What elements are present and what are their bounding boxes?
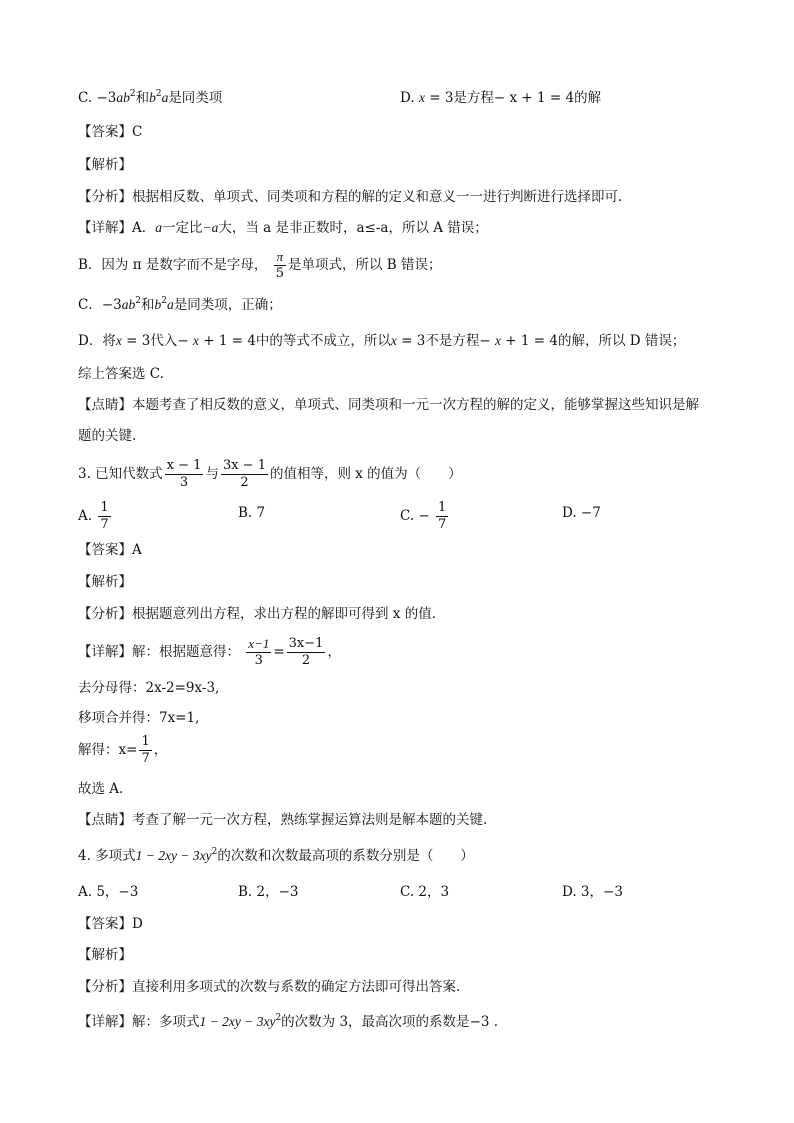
text: ， [153, 742, 168, 758]
math-text: = 3 [424, 90, 454, 106]
text: 【详解】A． [78, 220, 156, 236]
q3-option-c [400, 500, 450, 533]
fraction: $\frac{x - 1}{3}$ [166, 458, 202, 490]
fraction: $\frac{x-1}{3}$ [248, 636, 270, 668]
text: C． [78, 297, 102, 313]
math-text: −3 . [469, 1014, 499, 1030]
math-var: ab [116, 90, 130, 105]
fraction: $\frac{1}{7}$ [438, 500, 447, 532]
xiangjie-c: C．$-3ab^2$和$b^2a$是同类项，正确； [78, 296, 282, 313]
fenxi-text: 【分析】直接利用多项式的次数与系数的确定方法即可得出答案. [78, 979, 461, 995]
text: 【详解】解：多项式 [78, 1014, 200, 1030]
text: 3. 已知代数式 [78, 466, 163, 482]
text: 的值相等，则 x 的值为（ ） [269, 466, 462, 482]
question-4-stem: 4. 多项式$1 - 2xy - 3xy^2$的次数和次数最高项的系数分别是（ ） [78, 847, 474, 864]
option-label: C. [78, 90, 97, 106]
option-c-line: C. $-3ab^2$和$b^2a$是同类项 [78, 89, 223, 106]
q4-option-c: C. 2，3 [400, 884, 450, 900]
dianjing-line-1: 【点睛】本题考查了相反数的意义，单项式、同类项和一元一次方程的解的定义，能够掌握这些知识是解 [78, 397, 699, 413]
choose-text: 故选 A. [78, 781, 124, 797]
text: ， [327, 644, 341, 660]
step-2: 移项合并得：7x=1, [78, 710, 200, 726]
math-text: = [273, 644, 285, 660]
text: 一定比 [162, 220, 203, 236]
step-3 [78, 734, 167, 767]
xiangjie-d: D．将x = 3代入− x + 1 = 4中的等式不成立，所以x = 3不是方程− x + 1 = 4的解，所以 D 错误； [78, 333, 686, 349]
text: 和 [135, 90, 150, 106]
text: 的解 [574, 90, 602, 106]
text: 的解，所以 D 错误； [557, 333, 686, 349]
math-var: x [418, 90, 425, 105]
answer-label: 【答案】D [78, 916, 143, 932]
text: 的次数为 3，最高次项的系数是 [281, 1014, 470, 1030]
q3-option-a [78, 500, 113, 533]
text: 4. 多项式 [78, 848, 136, 864]
text: 中的等式不成立，所以 [255, 333, 391, 349]
summary-text: 综上答案选 C. [78, 366, 164, 382]
math-var: b [149, 90, 156, 105]
math-text: −a [202, 220, 219, 235]
text: 代入 [150, 333, 178, 349]
text: 解得：x= [78, 742, 138, 758]
option-d-line [400, 88, 601, 108]
jiexi-label: 【解析】 [78, 574, 132, 590]
text: 【详解】解：根据题意得： [78, 644, 240, 660]
answer-label: 【答案】A [78, 542, 142, 558]
q3-option-b: B. 7 [238, 505, 266, 521]
xiangjie-text: 【详解】解：多项式$1 - 2xy - 3xy^2$的次数为 3，最高次项的系数是−3 . [78, 1013, 499, 1030]
q4-option-d: D. 3，−3 [562, 884, 623, 900]
jiexi-label: 【解析】 [78, 947, 132, 963]
text: 是同类项，正确； [173, 297, 282, 313]
q3-option-d: D. −7 [562, 505, 601, 521]
math-text: − x + 1 = 4 [493, 90, 575, 106]
q4-option-b: B. 2，−3 [238, 884, 299, 900]
math-text: 1 − 2xy − 3xy [199, 1014, 276, 1029]
dianjing-line-2: 题的关键. [78, 428, 137, 444]
text: 是方程 [453, 90, 494, 106]
fraction: $\frac{1}{7}$ [141, 734, 150, 766]
text: 不是方程 [425, 333, 480, 349]
jiexi-label: 【解析】 [78, 157, 132, 173]
text: 与 [205, 466, 219, 482]
dianjing-text: 【点睛】考查了解一元一次方程，熟练掌握运算法则是解本题的关键. [78, 812, 488, 828]
fraction: $\frac{3x-1}{2}$ [288, 636, 324, 668]
step-1: 去分母得：2x-2=9x-3, [78, 680, 220, 696]
xiangjie-a: 【详解】A．a一定比−a大，当 a 是非正数时，a≤-a，所以 A 错误； [78, 220, 488, 236]
option-label: A. [78, 508, 93, 524]
text: 的次数和次数最高项的系数分别是（ ） [217, 848, 474, 864]
text: 大，当 a 是非正数时，a≤-a，所以 A 错误； [218, 220, 488, 236]
fraction: $\frac{3x - 1}{2}$ [222, 458, 266, 490]
math-text: −3 [96, 90, 117, 106]
text: 是单项式，所以 B 错误； [287, 257, 442, 273]
text: B．因为 π 是数字而不是字母， [78, 257, 268, 273]
fenxi-text: 【分析】根据相反数、单项式、同类项和方程的解的定义和意义一一进行判断进行选择即可. [78, 189, 623, 205]
fraction: $\frac{1}{7}$ [100, 500, 109, 532]
text: D．将 [78, 333, 116, 349]
math-text: 1 − 2xy − 3xy [135, 848, 212, 863]
xiangjie-b [78, 249, 441, 282]
fraction: $\frac{\pi}{5}$ [275, 249, 284, 281]
option-label: D. [400, 90, 419, 106]
q4-option-a: A. 5，−3 [78, 884, 139, 900]
answer-label: 【答案】C [78, 124, 143, 140]
text: 是同类项 [168, 90, 223, 106]
option-label: C. − [400, 508, 430, 524]
xiangjie-equation [78, 636, 341, 669]
question-3-stem [78, 458, 462, 491]
fenxi-text: 【分析】根据题意列出方程，求出方程的解即可得到 x 的值. [78, 606, 436, 622]
